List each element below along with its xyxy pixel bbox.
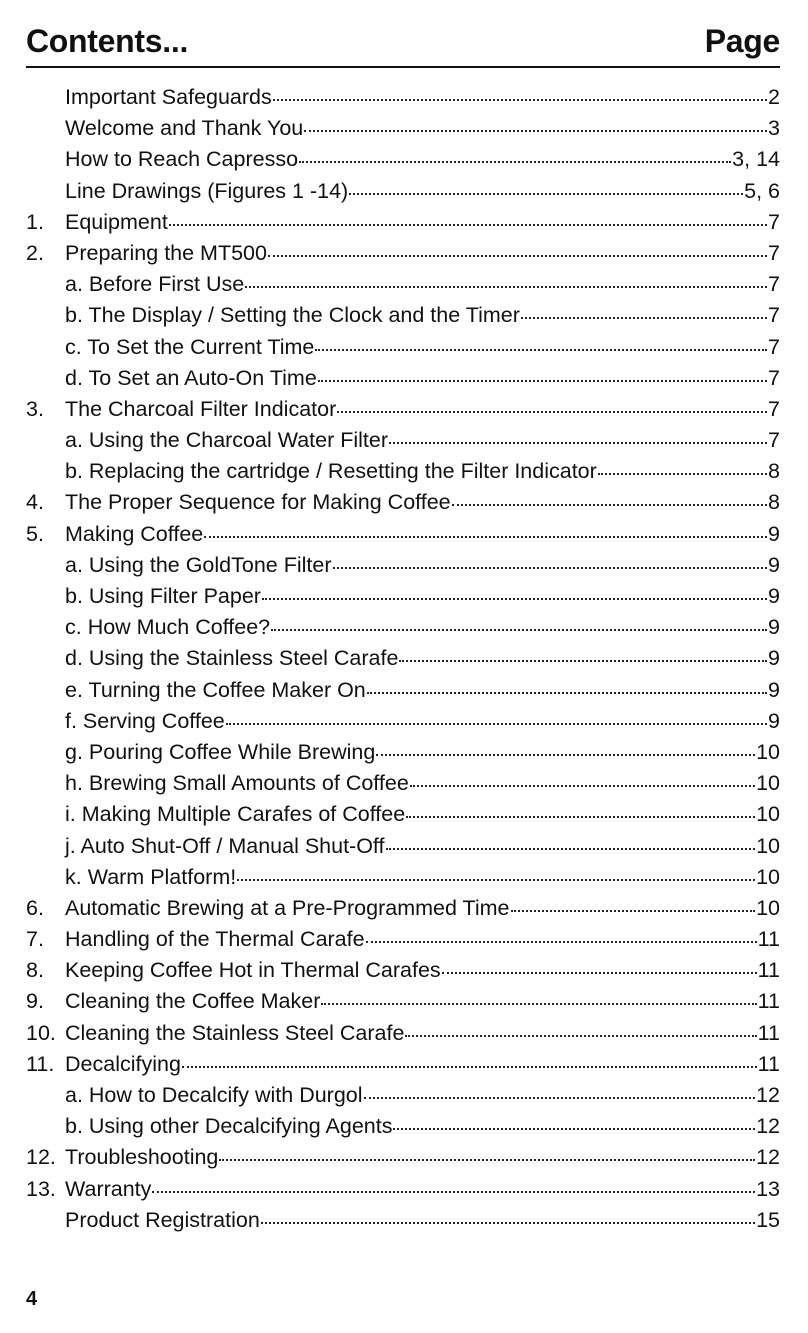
toc-entry-page: 12 [756, 1145, 780, 1170]
toc-entry-page: 9 [768, 615, 780, 640]
toc-entry-title: f. Serving Coffee [65, 708, 225, 733]
toc-entry-number: 3. [26, 396, 44, 421]
toc-entry-page: 3 [768, 116, 780, 141]
toc-entry-page: 10 [756, 864, 780, 889]
toc-entry-page: 10 [756, 739, 780, 764]
toc-entry-number: 1. [26, 209, 44, 234]
toc-entry[interactable] [26, 1145, 780, 1176]
dot-leader [366, 940, 757, 943]
toc-entry-title: Troubleshooting [65, 1145, 219, 1170]
dot-leader [405, 1034, 756, 1037]
dot-leader [452, 503, 767, 506]
toc-entry[interactable] [26, 771, 780, 802]
dot-leader [399, 659, 767, 662]
toc-entry-title: e. Turning the Coffee Maker On [65, 677, 366, 702]
dot-leader [268, 254, 767, 257]
dot-leader [598, 472, 767, 475]
toc-entry[interactable] [26, 1114, 780, 1145]
page-column-label: Page [704, 23, 780, 59]
dot-leader [376, 753, 755, 756]
toc-entry-page: 7 [768, 365, 780, 390]
dot-leader [226, 722, 767, 725]
toc-entry[interactable] [26, 1208, 780, 1239]
toc-entry-title: Making Coffee [65, 521, 204, 546]
toc-entry-number: 8. [26, 958, 44, 983]
dot-leader [389, 441, 767, 444]
toc-entry-page: 9 [768, 708, 780, 733]
toc-entry-page: 12 [756, 1083, 780, 1107]
toc-entry-number: 6. [26, 895, 44, 920]
toc-entry[interactable] [26, 678, 780, 709]
dot-leader [318, 379, 767, 382]
toc-entry[interactable] [26, 147, 780, 178]
toc-entry-title: b. Using Filter Paper [65, 584, 261, 608]
toc-entry-title: Equipment [65, 209, 168, 234]
dot-leader [521, 316, 767, 319]
toc-entry[interactable] [26, 865, 780, 896]
toc-entry[interactable] [26, 927, 780, 958]
toc-entry-page: 11 [757, 989, 780, 1014]
toc-entry-title: a. Before First Use [65, 272, 245, 297]
toc-entry-number: 12. [26, 1145, 56, 1170]
toc-entry[interactable] [26, 366, 780, 397]
toc-entry-page: 12 [756, 1114, 780, 1139]
dot-leader [245, 285, 767, 288]
toc-entry-page: 11 [757, 927, 780, 952]
dot-leader [337, 410, 767, 413]
toc-entry-title: a. How to Decalcify with Durgol [65, 1083, 363, 1107]
toc-entry-title: g. Pouring Coffee While Brewing [65, 739, 376, 764]
contents-page [26, 0, 780, 1333]
dot-leader [315, 348, 767, 351]
toc-entry-title: Line Drawings (Figures 1 -14) [65, 178, 349, 203]
dot-leader [333, 566, 768, 569]
toc-entry-title: j. Auto Shut-Off / Manual Shut-Off [65, 833, 385, 858]
dot-leader [410, 784, 755, 787]
toc-entry[interactable] [26, 428, 780, 459]
toc-entry-title: b. Replacing the cartridge / Resetting the Filter Indicator [65, 459, 597, 484]
toc-entry-title: Decalcifying [65, 1051, 181, 1076]
toc-entry-page: 8 [768, 459, 780, 484]
dot-leader [204, 535, 767, 538]
toc-entry-page: 7 [768, 272, 780, 297]
toc-entry-title: b. The Display / Setting the Clock and the Timer [65, 303, 520, 328]
toc-entry-title: Important Safeguards [65, 85, 272, 109]
toc-entry-title: c. To Set the Current Time [65, 334, 315, 359]
dot-leader [182, 1065, 757, 1068]
toc-entry-page: 11 [757, 1020, 780, 1045]
toc-entry-number: 11. [26, 1051, 55, 1076]
page-number: 4 [26, 1288, 38, 1310]
contents-title: Contents... [26, 23, 189, 59]
toc-entry-title: Handling of the Thermal Carafe [65, 927, 365, 952]
toc-entry-page: 7 [768, 334, 780, 359]
toc-entry[interactable] [26, 1083, 780, 1114]
toc-entry[interactable] [26, 1021, 780, 1052]
toc-entry[interactable] [26, 802, 780, 833]
toc-entry-title: Keeping Coffee Hot in Thermal Carafes [65, 958, 441, 983]
toc-entry-title: Product Registration [65, 1207, 260, 1232]
toc-entry[interactable] [26, 397, 780, 428]
dot-leader [262, 597, 767, 600]
toc-entry-page: 2 [768, 85, 780, 109]
toc-entry[interactable] [26, 615, 780, 646]
toc-entry-title: h. Brewing Small Amounts of Coffee [65, 771, 409, 796]
toc-entry-title: d. Using the Stainless Steel Carafe [65, 646, 399, 671]
toc-entry-page: 15 [756, 1207, 780, 1232]
toc-entry-page: 11 [757, 1051, 780, 1076]
dot-leader [169, 223, 767, 226]
dot-leader [386, 847, 756, 850]
toc-entry[interactable] [26, 490, 780, 521]
dot-leader [349, 192, 743, 195]
dot-leader [237, 878, 755, 881]
toc-entry-title: Cleaning the Stainless Steel Carafe [65, 1020, 405, 1045]
toc-entry-title: d. To Set an Auto-On Time [65, 365, 317, 390]
toc-entry-title: a. Using the Charcoal Water Filter [65, 428, 389, 453]
dot-leader [273, 98, 767, 101]
toc-entry-page: 9 [768, 646, 780, 671]
toc-entry-number: 5. [26, 521, 44, 546]
toc-entry-title: k. Warm Platform! [65, 864, 237, 889]
toc-entry-title: a. Using the GoldTone Filter [65, 552, 332, 577]
toc-entry[interactable] [26, 116, 780, 147]
toc-entry-number: 7. [26, 927, 44, 952]
toc-entry-title: How to Reach Capresso [65, 147, 299, 172]
toc-entry-number: 13. [26, 1176, 56, 1201]
toc-entry-page: 9 [768, 677, 780, 702]
dot-leader [271, 628, 767, 631]
toc-entry-page: 7 [768, 303, 780, 328]
toc-entry-page: 3, 14 [732, 147, 780, 172]
toc-entry[interactable] [26, 272, 780, 303]
toc-entry[interactable] [26, 210, 780, 241]
toc-entry[interactable] [26, 1052, 780, 1083]
toc-entry[interactable] [26, 646, 780, 677]
dot-leader [152, 1190, 755, 1193]
toc-entry-page: 8 [768, 490, 780, 515]
toc-entry[interactable] [26, 179, 780, 210]
toc-entry-page: 10 [756, 771, 780, 796]
toc-entry-title: Welcome and Thank You [65, 116, 304, 141]
toc-entry-page: 7 [768, 209, 780, 234]
dot-leader [406, 815, 755, 818]
contents-header [26, 14, 780, 60]
dot-leader [367, 691, 767, 694]
toc-entry[interactable] [26, 896, 780, 927]
toc-entry-title: Preparing the MT500 [65, 240, 267, 265]
header-rule [26, 66, 780, 68]
toc-entry-page: 7 [768, 240, 780, 265]
toc-entry-page: 9 [768, 584, 780, 608]
toc-entry-title: Cleaning the Coffee Maker [65, 989, 321, 1014]
toc-entry-title: c. How Much Coffee? [65, 615, 271, 640]
toc-entry-title: The Charcoal Filter Indicator [65, 396, 337, 421]
dot-leader [511, 909, 756, 912]
toc-entry[interactable] [26, 740, 780, 771]
toc-entry[interactable] [26, 584, 780, 615]
toc-entry-page: 10 [756, 802, 780, 827]
toc-entry-page: 5, 6 [744, 178, 780, 203]
toc-entry-page: 11 [757, 958, 780, 983]
toc-entry-page: 7 [768, 396, 780, 421]
toc-entry[interactable] [26, 335, 780, 366]
toc-entry[interactable] [26, 709, 780, 740]
toc-entry[interactable] [26, 989, 780, 1020]
toc-entry-page: 13 [756, 1176, 780, 1201]
toc-entry[interactable] [26, 1177, 780, 1208]
toc-entry-page: 10 [756, 833, 780, 858]
dot-leader [261, 1221, 755, 1224]
toc-entry-page: 9 [768, 521, 780, 546]
dot-leader [299, 160, 731, 163]
toc-entry-title: b. Using other Decalcifying Agents [65, 1114, 393, 1139]
dot-leader [442, 971, 757, 974]
toc-entry-page: 7 [768, 428, 780, 453]
toc-entry-title: Automatic Brewing at a Pre-Programmed Time [65, 895, 510, 920]
toc-entry-title: Warranty [65, 1176, 152, 1201]
toc-entry[interactable] [26, 85, 780, 116]
dot-leader [304, 129, 767, 132]
toc-entry-page: 10 [756, 895, 780, 920]
toc-entry[interactable] [26, 553, 780, 584]
toc-entry[interactable] [26, 303, 780, 334]
dot-leader [321, 1002, 756, 1005]
dot-leader [219, 1158, 755, 1161]
toc-entry-title: The Proper Sequence for Making Coffee [65, 490, 451, 515]
toc-entry-number: 4. [26, 490, 44, 515]
toc-entry[interactable] [26, 958, 780, 989]
toc-entry[interactable] [26, 241, 780, 272]
toc-entry-number: 9. [26, 989, 44, 1014]
toc-entry-number: 10. [26, 1020, 56, 1045]
toc-entry[interactable] [26, 834, 780, 865]
toc-entry-title: i. Making Multiple Carafes of Coffee [65, 802, 406, 827]
toc-entry-page: 9 [768, 552, 780, 577]
table-of-contents [26, 85, 780, 1239]
dot-leader [393, 1127, 755, 1130]
toc-entry-number: 2. [26, 240, 44, 265]
toc-entry[interactable] [26, 459, 780, 490]
dot-leader [364, 1096, 756, 1099]
toc-entry[interactable] [26, 522, 780, 553]
